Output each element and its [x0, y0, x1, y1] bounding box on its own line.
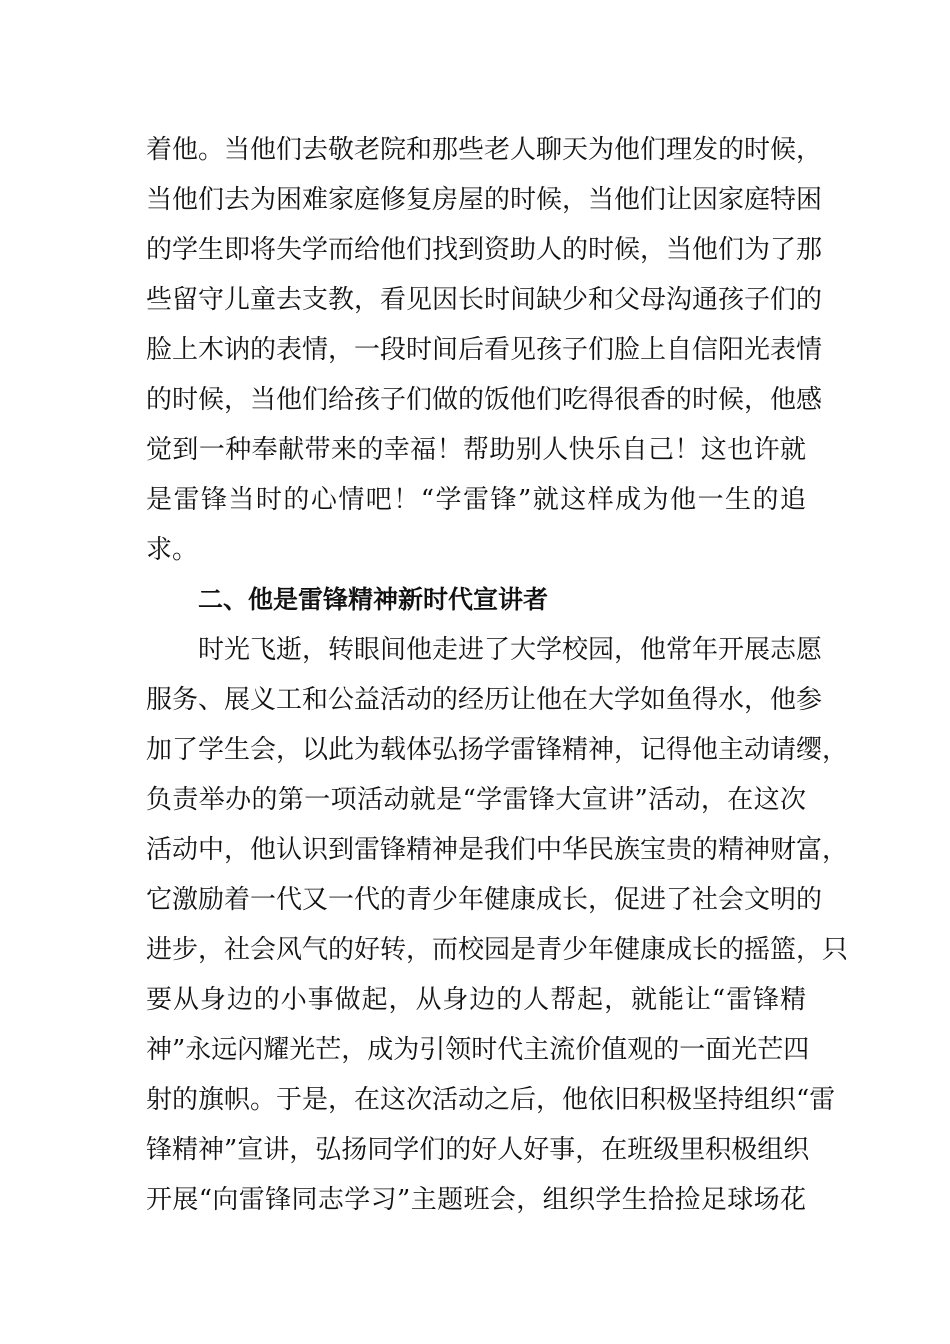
paragraph-1-line-5: 脸上木讷的表情，一段时间后看见孩子们脸上自信阳光表情 [146, 335, 823, 365]
paragraph-2-line-4: 负责举办的第一项活动就是“学雷锋大宣讲”活动，在这次 [146, 785, 806, 815]
paragraph-2-line-7: 进步，社会风气的好转，而校园是青少年健康成长的摇篮，只 [146, 935, 849, 965]
paragraph-2-line-1: 时光飞逝，转眼间他走进了大学校园，他常年开展志愿 [198, 635, 823, 665]
paragraph-2-line-6: 它激励着一代又一代的青少年健康成长，促进了社会文明的 [146, 885, 823, 915]
paragraph-1-line-6: 的时候，当他们给孩子们做的饭他们吃得很香的时候，他感 [146, 385, 823, 415]
paragraph-2-line-9: 神”永远闪耀光芒，成为引领时代主流价值观的一面光芒四 [146, 1035, 810, 1065]
section-heading: 二、他是雷锋精神新时代宣讲者 [198, 585, 549, 614]
paragraph-2-line-12: 开展“向雷锋同志学习”主题班会，组织学生拾捡足球场花 [146, 1185, 806, 1215]
paragraph-2-line-10: 射的旗帜。于是，在这次活动之后，他依旧积极坚持组织“雷 [146, 1085, 836, 1115]
paragraph-1-line-7: 觉到一种奉献带来的幸福！帮助别人快乐自己！这也许就 [146, 435, 806, 465]
paragraph-1-line-9: 求。 [146, 535, 199, 565]
paragraph-2-line-11: 锋精神”宣讲，弘扬同学们的好人好事，在班级里积极组织 [146, 1135, 810, 1165]
paragraph-2-line-8: 要从身边的小事做起，从身边的人帮起，就能让“雷锋精 [146, 985, 806, 1015]
paragraph-1-line-8: 是雷锋当时的心情吧！“学雷锋”就这样成为他一生的追 [146, 485, 806, 515]
paragraph-1-line-4: 些留守儿童去支教，看见因长时间缺少和父母沟通孩子们的 [146, 285, 823, 315]
paragraph-2-line-3: 加了学生会，以此为载体弘扬学雷锋精神，记得他主动请缨， [146, 735, 849, 765]
paragraph-1-line-1: 着他。当他们去敬老院和那些老人聊天为他们理发的时候， [146, 135, 823, 165]
paragraph-2-line-5: 活动中，他认识到雷锋精神是我们中华民族宝贵的精神财富， [146, 835, 849, 865]
paragraph-1-line-2: 当他们去为困难家庭修复房屋的时候，当他们让因家庭特困 [146, 185, 823, 215]
paragraph-2-line-2: 服务、展义工和公益活动的经历让他在大学如鱼得水，他参 [146, 685, 823, 715]
paragraph-1-line-3: 的学生即将失学而给他们找到资助人的时候，当他们为了那 [146, 235, 823, 265]
